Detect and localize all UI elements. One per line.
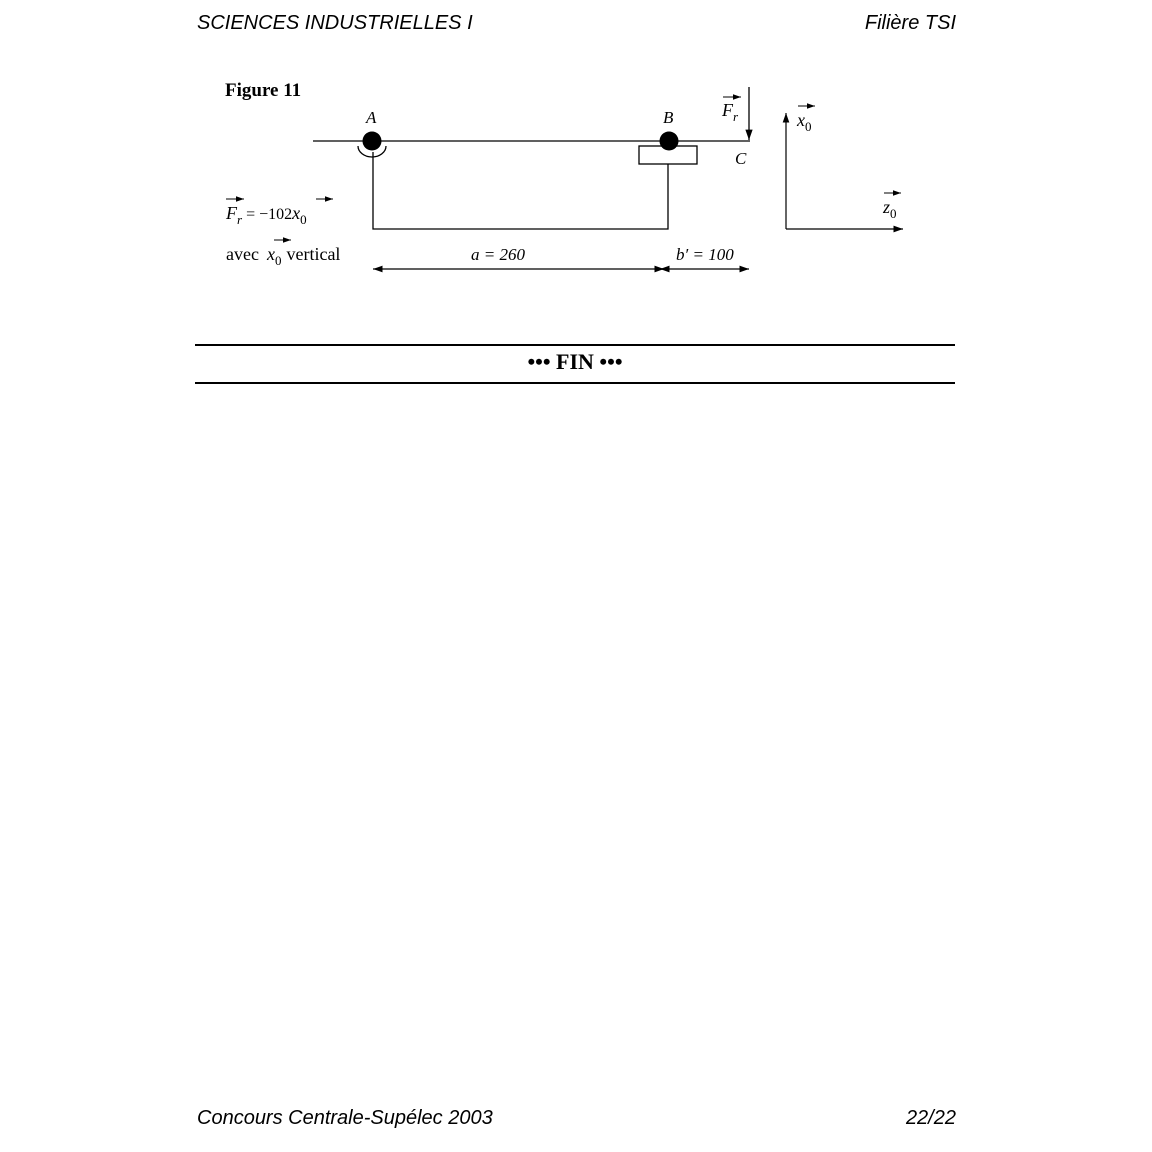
joint-b [660, 132, 679, 151]
label-point-a: A [366, 108, 377, 127]
end-rule-top [195, 344, 955, 346]
header-left: SCIENCES INDUSTRIELLES I [197, 12, 473, 34]
end-marker: ••• FIN ••• [527, 349, 623, 374]
end-rule-bottom [195, 382, 955, 384]
dimension-a-label: a = 260 [471, 245, 525, 264]
avec-label: avec $x_0$ vertical [226, 244, 341, 268]
label-point-b: B [663, 108, 674, 127]
frame-line [373, 152, 668, 229]
figure-11-diagram [0, 0, 1152, 320]
figure-title: Figure 11 [225, 80, 302, 101]
joint-a [363, 132, 382, 151]
axis-z0-label: $z_0$ [883, 197, 897, 221]
label-point-c: C [735, 149, 747, 168]
axis-x0-label: $x_0$ [797, 110, 812, 134]
dimension-b-label: b′ = 100 [676, 245, 734, 264]
force-label: $F_r$ [722, 100, 739, 124]
footer-right: 22/22 [905, 1107, 956, 1129]
footer-left: Concours Centrale-Supélec 2003 [197, 1107, 493, 1129]
force-equation: $F_r = -102x_0$ [226, 203, 307, 227]
header-right: Filière TSI [864, 12, 956, 34]
